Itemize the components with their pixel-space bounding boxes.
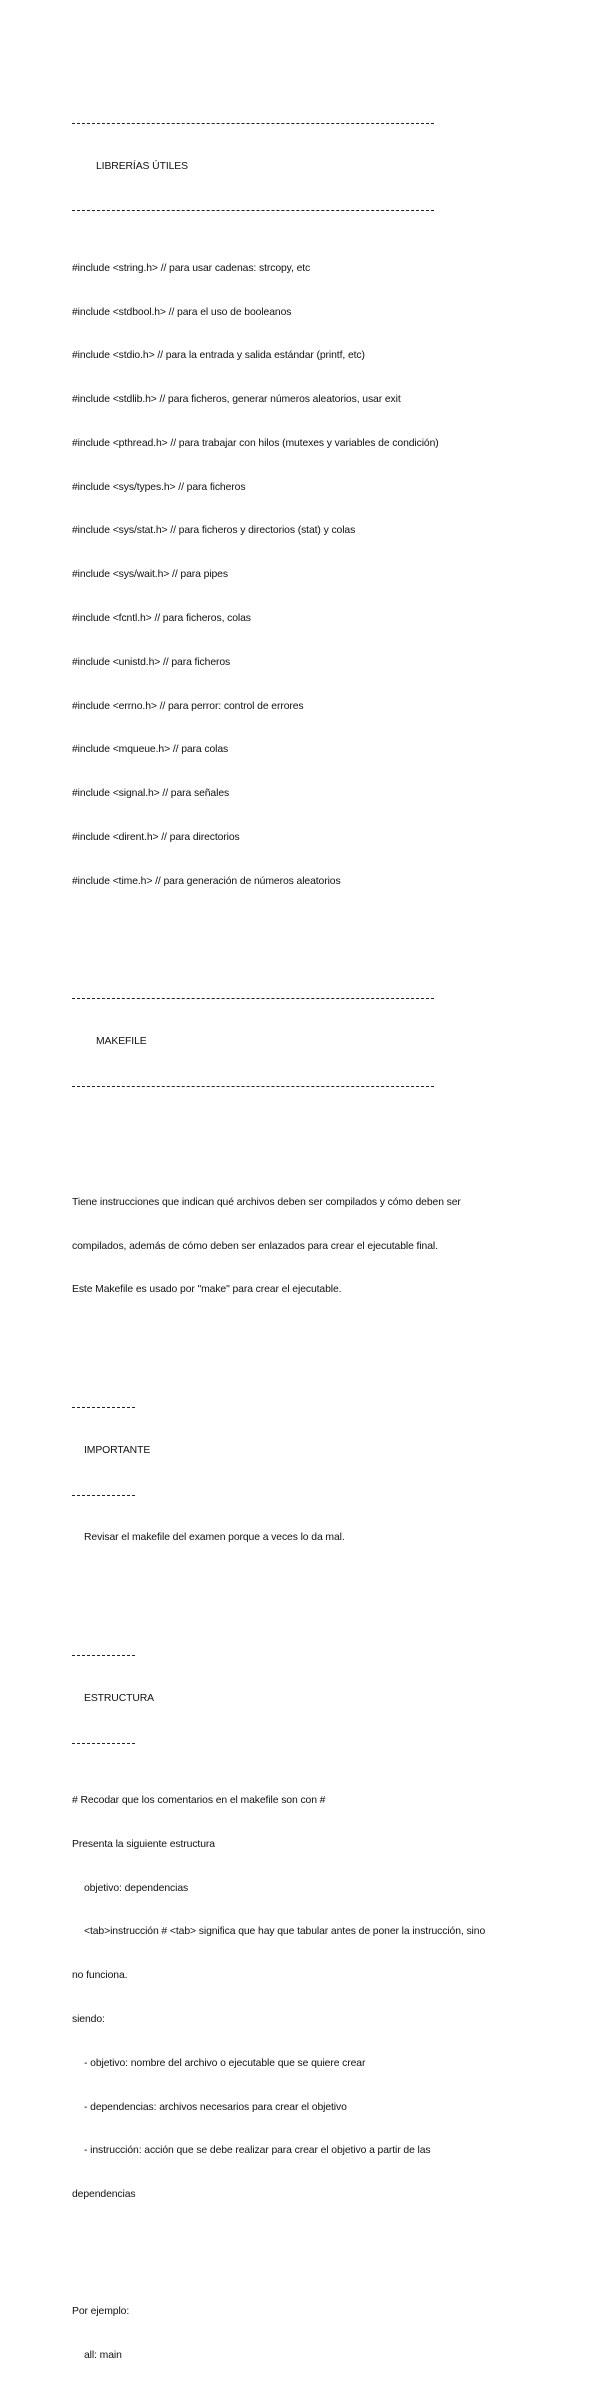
dashed-rule	[72, 1400, 552, 1415]
list-item: - objetivo: nombre del archivo o ejecutable que se quiere crear	[84, 2057, 366, 2069]
importante-text: Revisar el makefile del examen porque a veces lo da mal.	[84, 1532, 345, 1544]
dashed-rule	[72, 1488, 552, 1503]
dashed-rule	[72, 116, 552, 131]
code-line: objetivo: dependencias	[84, 1882, 189, 1894]
include-line: #include <sys/wait.h> // para pipes	[72, 569, 228, 581]
include-line: #include <stdbool.h> // para el uso de booleanos	[72, 306, 292, 318]
include-line: #include <dirent.h> // para directorios	[72, 831, 240, 843]
include-line: #include <sys/stat.h> // para ficheros y directorios (stat) y colas	[72, 525, 356, 537]
section-title-estructura: ESTRUCTURA	[84, 1692, 155, 1704]
include-line: #include <errno.h> // para perror: control de errores	[72, 700, 304, 712]
paragraph-line: Este Makefile es usado por "make" para crear el ejecutable.	[72, 1284, 342, 1296]
paragraph-line: siendo:	[72, 2013, 105, 2025]
blank-line	[72, 1590, 552, 1605]
dashed-rule	[72, 991, 552, 1006]
blank-line	[72, 2246, 552, 2261]
blank-line	[72, 1137, 552, 1152]
paragraph-line: dependencias	[72, 2189, 136, 2201]
include-line: #include <stdio.h> // para la entrada y salida estándar (printf, etc)	[72, 350, 365, 362]
include-line: #include <pthread.h> // para trabajar con hilos (mutexes y variables de condición)	[72, 437, 439, 449]
include-line: #include <time.h> // para generación de números aleatorios	[72, 875, 341, 887]
list-item: - instrucción: acción que se debe realizar para crear el objetivo a partir de las	[84, 2145, 431, 2157]
paragraph-line: Por ejemplo:	[72, 2305, 130, 2317]
dashed-rule	[72, 1736, 552, 1751]
blank-line	[72, 933, 552, 948]
section-title-importante: IMPORTANTE	[84, 1444, 151, 1456]
include-line: #include <stdlib.h> // para ficheros, generar números aleatorios, usar exit	[72, 394, 401, 406]
document-body	[72, 72, 552, 2407]
blank-line	[72, 1342, 552, 1357]
include-line: #include <sys/types.h> // para ficheros	[72, 481, 246, 493]
dashed-rule	[72, 1079, 552, 1094]
dashed-rule	[72, 203, 552, 218]
paragraph-line: compilados, además de cómo deben ser enlazados para crear el ejecutable final.	[72, 1240, 438, 1252]
include-line: #include <string.h> // para usar cadenas: strcopy, etc	[72, 262, 311, 274]
code-line: <tab>instrucción # <tab> significa que hay que tabular antes de poner la instrucción, sino	[84, 1926, 486, 1938]
include-line: #include <unistd.h> // para ficheros	[72, 656, 231, 668]
paragraph-line: Tiene instrucciones que indican qué archivos deben ser compilados y cómo deben ser	[72, 1196, 461, 1208]
list-item: - dependencias: archivos necesarios para crear el objetivo	[84, 2101, 347, 2113]
include-line: #include <signal.h> // para señales	[72, 788, 230, 800]
include-line: #include <mqueue.h> // para colas	[72, 744, 229, 756]
code-line: all: main	[84, 2349, 122, 2361]
dashed-rule	[72, 1648, 552, 1663]
include-line: #include <fcntl.h> // para ficheros, colas	[72, 612, 251, 624]
section-title-makefile: MAKEFILE	[96, 1036, 147, 1048]
paragraph-line: Presenta la siguiente estructura	[72, 1838, 215, 1850]
paragraph-line: no funciona.	[72, 1970, 128, 1982]
section-title-libs: LIBRERÍAS ÚTILES	[96, 160, 188, 172]
comment-line: # Recodar que los comentarios en el makefile son con #	[72, 1795, 326, 1807]
